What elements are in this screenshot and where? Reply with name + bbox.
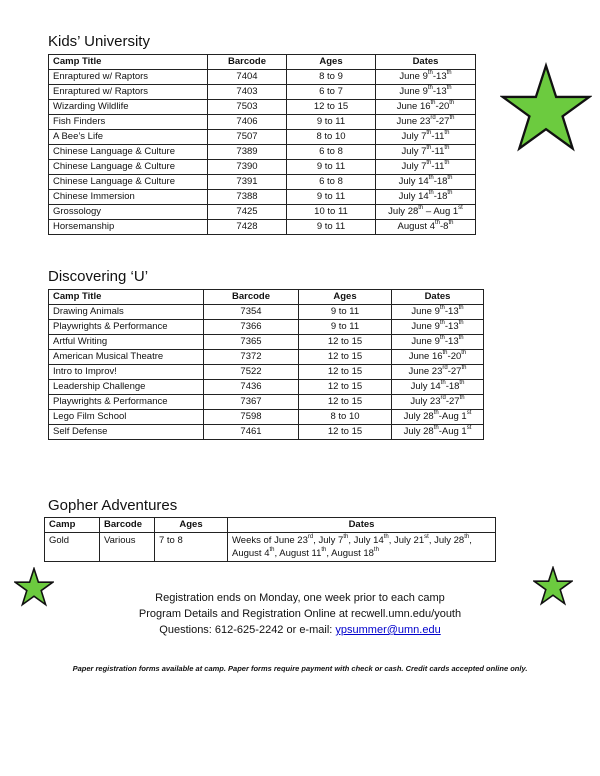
date-end: -27 [435,116,450,127]
date-start-suffix: th [439,319,445,326]
date-start: June 16 [408,351,443,362]
date-end: -11 [431,161,445,172]
cell-ages: 9 to 11 [287,220,376,235]
cell-ages: 12 to 15 [299,365,392,380]
cell-dates [376,160,476,175]
cell-barcode: 7503 [208,100,287,115]
cell-ages: 6 to 8 [287,175,376,190]
cell-ages: 12 to 15 [299,335,392,350]
cell-barcode: 7366 [204,320,299,335]
date-start: July 23 [410,396,441,407]
cell-barcode: 7598 [204,410,299,425]
date-end: -13 [432,86,447,97]
table-row [49,335,484,350]
cell-ages: 12 to 15 [299,350,392,365]
cell-barcode: 7388 [208,190,287,205]
cell-barcode: 7389 [208,145,287,160]
week-date: , August 18 [326,548,374,559]
date-start-suffix: th [428,189,434,196]
cell-barcode: Various [100,533,155,562]
cell-dates [376,175,476,190]
cell-ages: 9 to 11 [287,115,376,130]
cell-ages: 12 to 15 [299,395,392,410]
date-end: -Aug 1 [438,411,467,422]
week-date-suffix: th [321,546,327,553]
date-start-suffix: th [435,219,441,226]
date-start-suffix: rd [440,394,446,401]
cell-dates [392,350,484,365]
date-end: -13 [444,306,459,317]
date-end-suffix: th [461,349,467,356]
date-start: July 28 [403,411,434,422]
date-end: -27 [447,366,462,377]
date-end-suffix: th [449,99,455,106]
cell-dates [376,190,476,205]
cell-ages: 12 to 15 [299,380,392,395]
date-start: June 23 [408,366,443,377]
table-row [49,160,476,175]
week-date: , July 14 [348,535,384,546]
header-ages: Ages [299,290,392,305]
date-end: -20 [435,101,450,112]
cell-barcode: 7406 [208,115,287,130]
questions-text: Questions: 612-625-2242 or e-mail: [159,624,336,636]
cell-dates [376,85,476,100]
star-shape [503,66,589,149]
cell-camp-title: Chinese Language & Culture [49,175,208,190]
date-start-suffix: th [428,174,434,181]
cell-camp-title: Intro to Improv! [49,365,204,380]
star-icon [500,62,592,154]
gopher-adventures-title: Gopher Adventures [48,497,178,514]
week-date-suffix: th [269,546,275,553]
cell-dates [376,205,476,220]
date-start-suffix: th [433,409,439,416]
header-camp-title: Camp Title [49,55,208,70]
date-start: July 7 [401,161,427,172]
week-date: , July 21 [388,535,425,546]
date-end: -18 [433,176,448,187]
cell-barcode: 7367 [204,395,299,410]
week-date: , August 11 [274,548,322,559]
cell-camp-title: Playwrights & Performance [49,320,204,335]
table-row [49,350,484,365]
date-end-suffix: th [449,114,455,121]
cell-camp-title: Grossology [49,205,208,220]
cell-ages: 12 to 15 [287,100,376,115]
date-end-suffix: th [446,69,452,76]
kids-university-table [48,54,476,235]
kids-university-title: Kids’ University [48,33,150,50]
table-row [49,70,476,85]
date-end: -Aug 1 [438,426,467,437]
week-date-suffix: th [343,533,349,540]
date-start-suffix: th [426,144,432,151]
header-ages: Ages [287,55,376,70]
paper-forms-note: Paper registration forms available at camp. Paper forms require payment with check or cash. Credit cards accepted online only. [72,664,528,673]
date-end-suffix: th [444,159,450,166]
table-row [49,130,476,145]
cell-barcode: 7461 [204,425,299,440]
table-row [49,305,484,320]
table-row [49,145,476,160]
cell-camp: Gold [45,533,100,562]
date-end-suffix: th [458,334,464,341]
week-date-suffix: st [424,533,429,540]
date-end-suffix: st [466,409,472,416]
cell-camp-title: Enraptured w/ Raptors [49,70,208,85]
date-start-suffix: th [439,304,445,311]
date-end-suffix: th [447,189,453,196]
date-start: July 7 [401,146,427,157]
table-row [49,425,484,440]
date-start-suffix: th [439,334,445,341]
table-header-row [49,290,484,305]
table-row [49,410,484,425]
table-row [49,320,484,335]
cell-ages: 12 to 15 [299,425,392,440]
week-date: , August 4 [232,535,472,559]
cell-dates [228,533,496,562]
cell-ages: 6 to 7 [287,85,376,100]
cell-dates [376,220,476,235]
date-end-suffix: th [444,144,450,151]
date-start: July 28 [388,206,419,217]
cell-ages: 9 to 11 [287,190,376,205]
table-row [49,100,476,115]
cell-dates [392,380,484,395]
cell-barcode: 7522 [204,365,299,380]
cell-dates [392,305,484,320]
cell-camp-title: Fish Finders [49,115,208,130]
cell-barcode: 7390 [208,160,287,175]
week-date: , July 7 [313,535,344,546]
date-start: July 7 [401,131,427,142]
cell-barcode: 7372 [204,350,299,365]
date-start-suffix: th [426,159,432,166]
date-start: July 14 [398,176,429,187]
cell-ages: 9 to 11 [287,160,376,175]
cell-dates [392,320,484,335]
date-end: – Aug 1 [423,206,459,217]
cell-ages: 6 to 8 [287,145,376,160]
date-start: June 9 [411,336,440,347]
date-start-suffix: th [440,379,446,386]
date-end-suffix: th [446,84,452,91]
date-start-suffix: th [430,99,436,106]
cell-camp-title: Chinese Language & Culture [49,160,208,175]
cell-dates [376,145,476,160]
questions-info [0,624,600,636]
cell-camp-title: American Musical Theatre [49,350,204,365]
week-date-suffix: th [464,533,470,540]
date-start: June 9 [399,71,428,82]
cell-camp-title: Playwrights & Performance [49,395,204,410]
date-start: June 9 [411,321,440,332]
header-barcode: Barcode [208,55,287,70]
table-header-row [45,518,496,533]
program-details-info: Program Details and Registration Online at recwell.umn.edu/youth [138,608,462,620]
cell-camp-title: Enraptured w/ Raptors [49,85,208,100]
table-row [49,395,484,410]
cell-dates [392,365,484,380]
date-end-suffix: st [458,204,463,211]
table-row [49,115,476,130]
cell-dates [376,115,476,130]
date-start: July 14 [398,191,429,202]
date-end: -11 [431,146,445,157]
week-date-suffix: th [383,533,389,540]
cell-barcode: 7403 [208,85,287,100]
header-ages: Ages [155,518,228,533]
date-end-suffix: th [447,174,453,181]
cell-barcode: 7428 [208,220,287,235]
cell-ages: 8 to 10 [287,130,376,145]
date-start: July 28 [403,426,434,437]
cell-camp-title: Chinese Immersion [49,190,208,205]
cell-camp-title: Drawing Animals [49,305,204,320]
date-end: -13 [432,71,447,82]
date-end-suffix: th [459,379,465,386]
table-row [49,205,476,220]
date-end-suffix: th [448,219,454,226]
cell-dates [392,395,484,410]
cell-camp-title: Chinese Language & Culture [49,145,208,160]
date-end: -8 [440,221,449,232]
cell-camp-title: Self Defense [49,425,204,440]
date-start-suffix: rd [430,114,436,121]
date-end: -27 [445,396,460,407]
cell-ages: 8 to 10 [299,410,392,425]
date-end: -18 [433,191,448,202]
date-end: -13 [444,336,459,347]
cell-camp-title: Artful Writing [49,335,204,350]
date-end-suffix: th [458,319,464,326]
cell-camp-title: A Bee’s Life [49,130,208,145]
date-start-suffix: th [427,69,433,76]
cell-ages: 9 to 11 [299,320,392,335]
discovering-u-title: Discovering ‘U’ [48,268,149,285]
week-date: Weeks of June 23 [232,535,308,546]
header-dates: Dates [228,518,496,533]
gopher-adventures-table [44,517,496,562]
week-date: , July 28 [428,535,465,546]
cell-barcode: 7391 [208,175,287,190]
date-end-suffix: th [461,364,467,371]
date-end-suffix: st [466,424,472,431]
header-barcode: Barcode [100,518,155,533]
date-start: June 9 [399,86,428,97]
date-start: June 23 [396,116,431,127]
cell-camp-title: Horsemanship [49,220,208,235]
table-row [49,175,476,190]
cell-barcode: 7365 [204,335,299,350]
date-start-suffix: rd [442,364,448,371]
email-link[interactable]: ypsummer@umn.edu [335,624,441,636]
cell-barcode: 7507 [208,130,287,145]
date-start: August 4 [397,221,435,232]
date-start-suffix: th [426,129,432,136]
date-start-suffix: th [433,424,439,431]
header-camp-title: Camp Title [49,290,204,305]
cell-barcode: 7404 [208,70,287,85]
cell-ages: 8 to 9 [287,70,376,85]
date-start: June 16 [396,101,431,112]
cell-barcode: 7425 [208,205,287,220]
cell-barcode: 7436 [204,380,299,395]
discovering-u-table [48,289,484,440]
cell-ages: 9 to 11 [299,305,392,320]
week-date-suffix: rd [307,533,314,540]
table-header-row [49,55,476,70]
cell-dates [392,335,484,350]
table-row [49,220,476,235]
table-row [49,190,476,205]
cell-dates [376,130,476,145]
table-row [49,365,484,380]
date-end: -18 [445,381,460,392]
table-row [49,380,484,395]
date-end: -11 [431,131,445,142]
header-dates: Dates [392,290,484,305]
table-row [49,85,476,100]
table-row [45,533,496,562]
registration-info: Registration ends on Monday, one week prior to each camp [155,592,445,604]
cell-camp-title: Wizarding Wildlife [49,100,208,115]
cell-dates [392,425,484,440]
header-camp: Camp [45,518,100,533]
cell-dates [376,100,476,115]
date-end-suffix: th [444,129,450,136]
date-end-suffix: th [459,394,465,401]
cell-ages: 7 to 8 [155,533,228,562]
header-dates: Dates [376,55,476,70]
cell-ages: 10 to 11 [287,205,376,220]
cell-dates [392,410,484,425]
date-end: -13 [444,321,459,332]
date-end: -20 [447,351,462,362]
date-end-suffix: th [458,304,464,311]
cell-dates [376,70,476,85]
date-start: July 14 [410,381,441,392]
date-start-suffix: th [418,204,424,211]
cell-camp-title: Leadership Challenge [49,380,204,395]
cell-camp-title: Lego Film School [49,410,204,425]
cell-barcode: 7354 [204,305,299,320]
week-date-suffix: th [373,546,379,553]
date-start: June 9 [411,306,440,317]
date-start-suffix: th [442,349,448,356]
date-start-suffix: th [427,84,433,91]
header-barcode: Barcode [204,290,299,305]
